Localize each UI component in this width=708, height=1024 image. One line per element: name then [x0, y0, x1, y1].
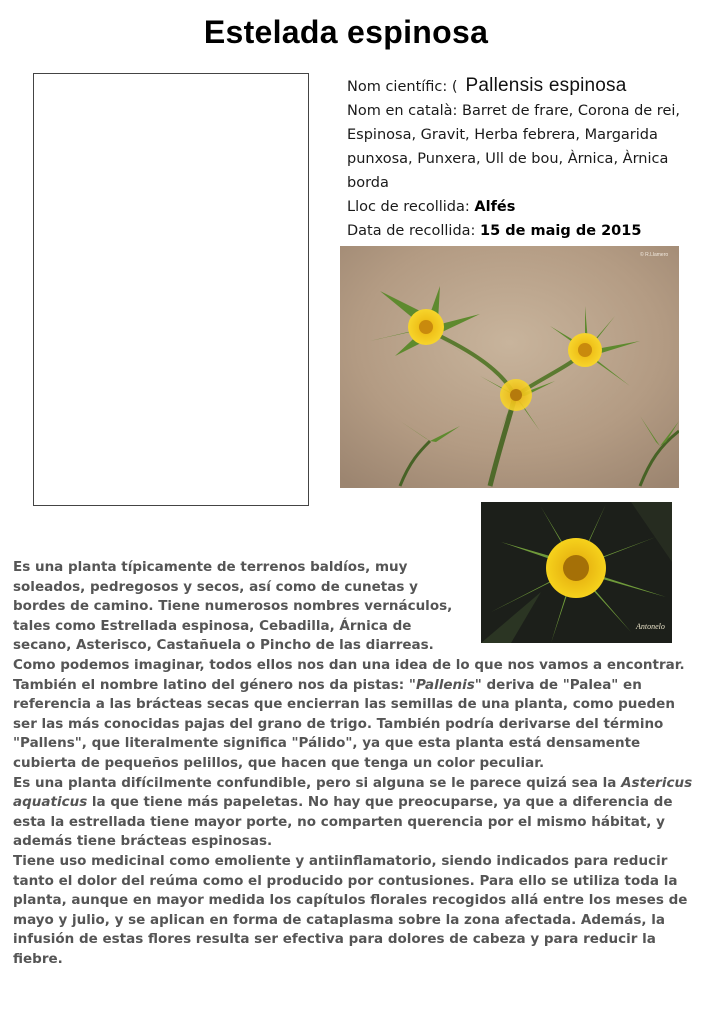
- species-name-italic: Astericus aquaticus: [13, 774, 693, 811]
- date-label: Data de recollida:: [347, 223, 476, 239]
- p2-text-b: " deriva de "Palea" en referencia a las brácteas secas que encierran las semillas de una planta, como pueden ser las más conocidas pajas del grano de trigo. También podría derivarse del término "Pallens", que literalmente significa "Pálido", ya que esta planta está densamente cubierta de pequeños pelillos, que hacen que tenga un color peculiar.: [13, 676, 675, 771]
- location-row: [347, 195, 687, 219]
- scientific-name-row: [347, 74, 687, 99]
- specimen-placeholder-box: [33, 73, 309, 506]
- date-value: 15 de maig de 2015: [480, 223, 642, 239]
- photo1-credit: © R.Llamero: [640, 252, 669, 258]
- catalan-names-label: Nom en català:: [347, 103, 458, 119]
- flower-photo-main-image: [340, 246, 679, 488]
- location-label: Lloc de recollida:: [347, 199, 470, 215]
- p3-text-b: la que tiene más papeletas. No hay que preocuparse, ya que a diferencia de esta la estrellada tiene mayor porte, no comparten querencia por el mismo hábitat, y además tiene brácteas espinosas.: [13, 794, 673, 850]
- genus-name: Pallenis: [415, 676, 475, 693]
- scientific-name-label: Nom científic: (: [347, 79, 458, 95]
- description-paragraph-2: [13, 656, 698, 774]
- page-title: Estelada espinosa: [203, 14, 489, 50]
- description-text: [13, 558, 698, 969]
- description-paragraph-4: Tiene uso medicinal como emoliente y antiinflamatorio, siendo indicados para reducir tanto el dolor del reúma como el producido por contusiones. Para ello se utiliza toda la planta, aunque en mayor medida los capítulos florales recogidos allá entre los meses de mayo y julio, y se aplican en forma de cataplasma sobre la zona afectada. Además, la infusión de estas flores resulta ser efectiva para dolores de cabeza y para reducir la fiebre.: [13, 852, 688, 967]
- species-info: [347, 74, 687, 243]
- scientific-name: Pallensis espinosa: [465, 75, 627, 96]
- p2-text-a: Como podemos imaginar, todos ellos nos dan una idea de lo que nos vamos a encontrar. También el nombre latino del género nos da pistas: ": [13, 656, 685, 693]
- photo2-credit: Antonelo: [636, 622, 665, 631]
- description-paragraph-1: Es una planta típicamente de terrenos baldíos, muy soleados, pedregosos y secos, así como de cunetas y bordes de camino. Tiene numerosos nombres vernáculos, tales como Estrellada espinosa, Cebadilla, Árnica de secano, Asterisco, Castañuela o Pincho de las diarreas.: [13, 559, 453, 654]
- p3-text-a: Es una planta difícilmente confundible, pero si alguna se le parece quizá sea la: [13, 774, 622, 791]
- catalan-names-row: [347, 99, 687, 195]
- catalan-names: Barret de frare, Corona de rei, Espinosa, Gravit, Herba febrera, Margarida punxosa, Punxera, Ull de bou, Àrnica, Àrnica borda: [347, 103, 681, 191]
- description-paragraph-3: [13, 774, 698, 852]
- flower-photo-main: [340, 246, 679, 488]
- location-value: Alfés: [474, 199, 516, 215]
- date-row: [347, 219, 687, 243]
